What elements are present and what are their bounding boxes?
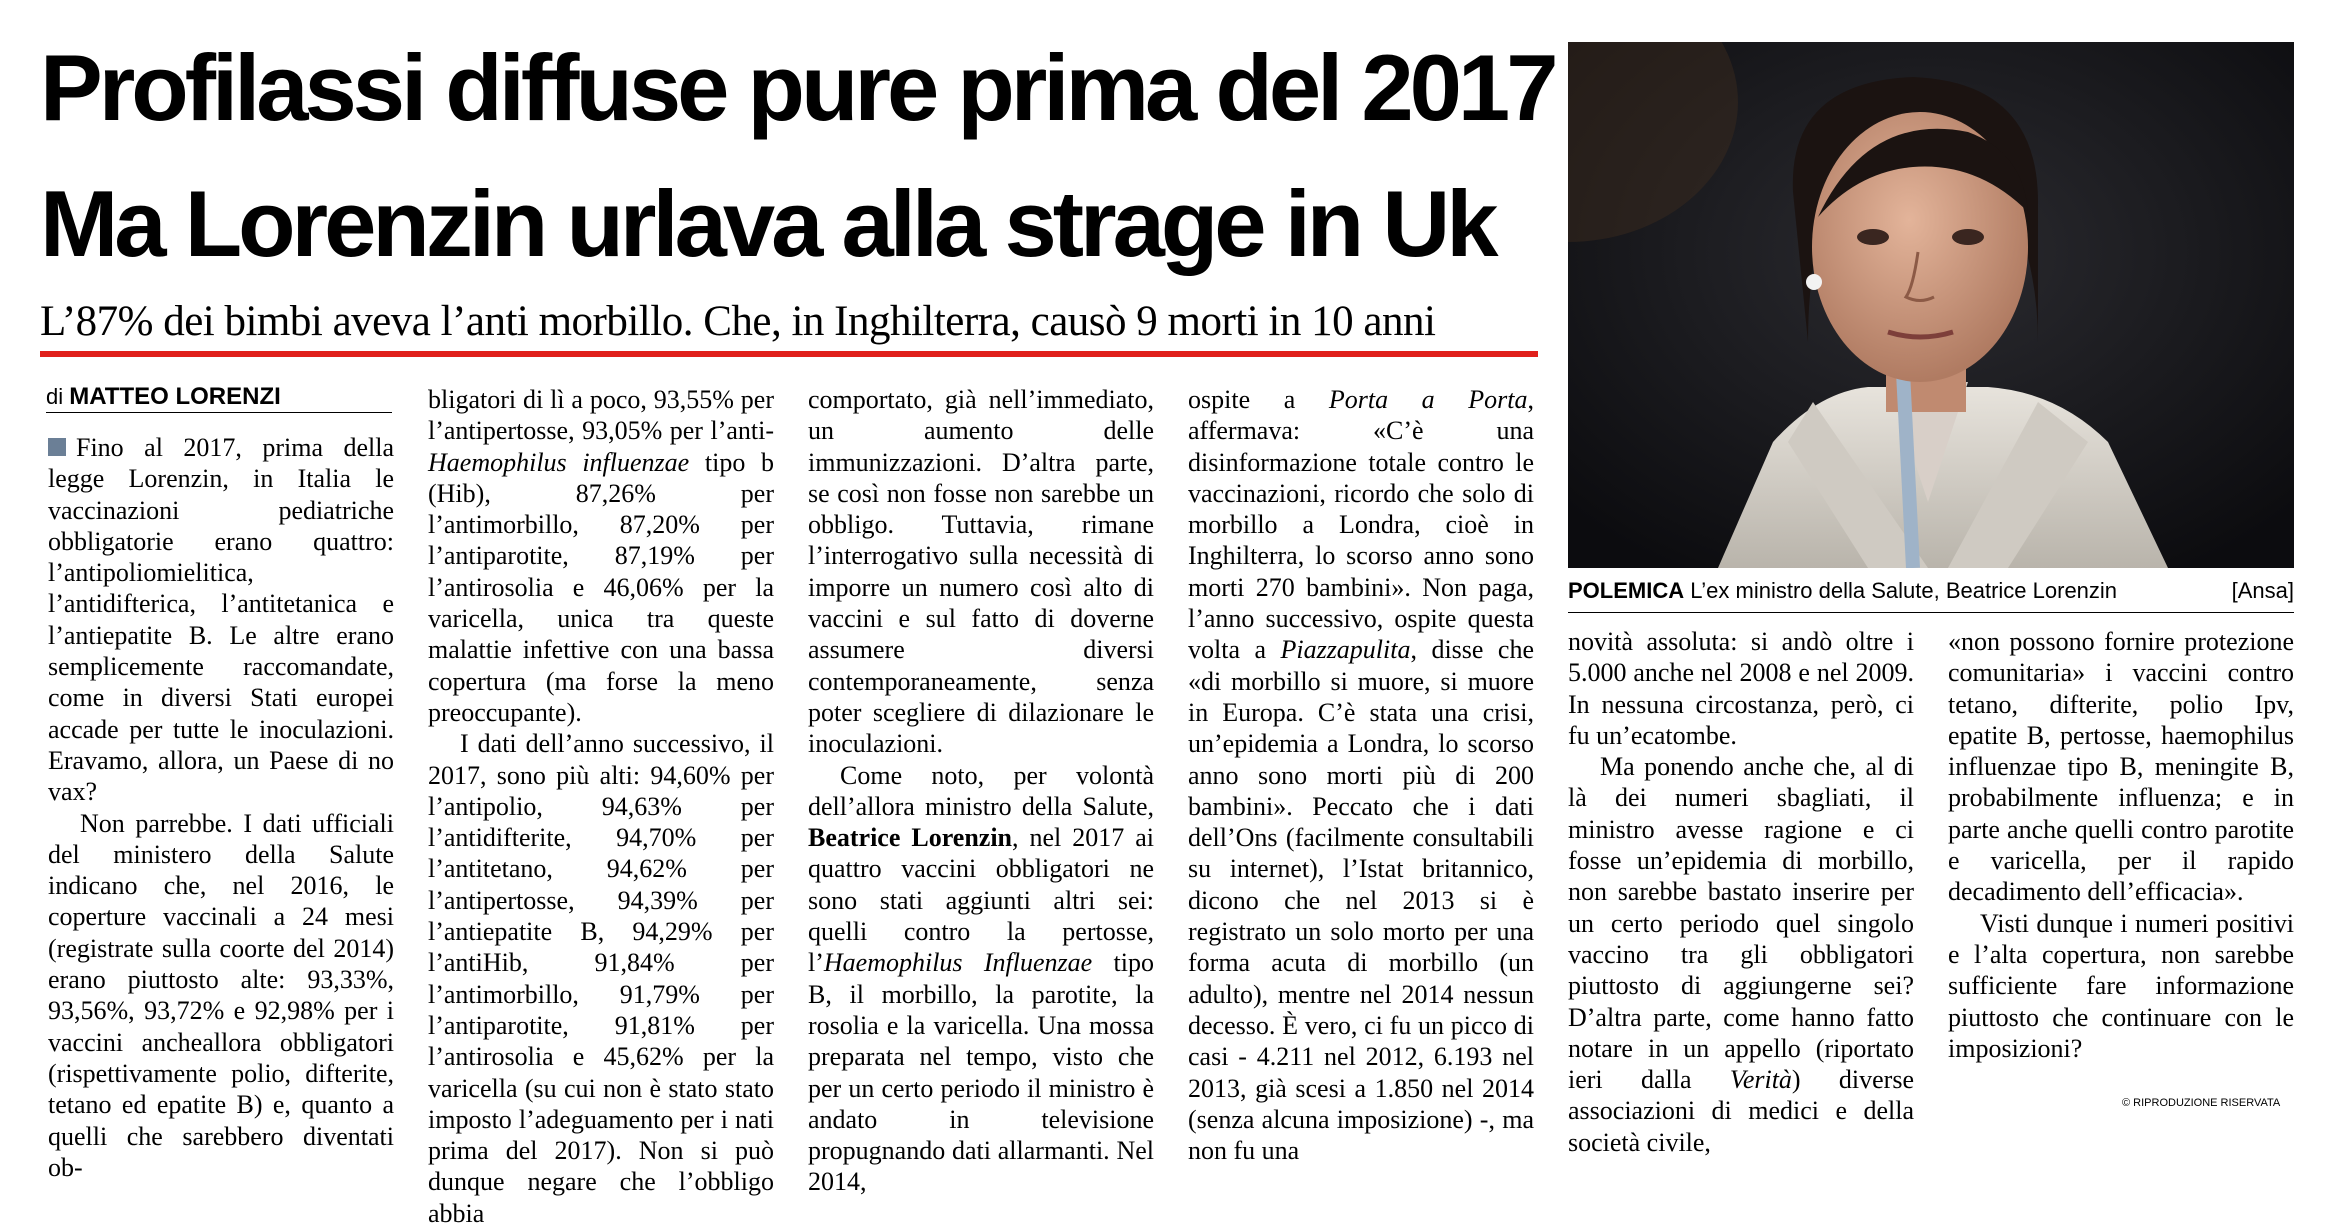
article-column-1 bbox=[48, 432, 394, 1183]
text-run: ) diverse associazioni di medici e della società civile, bbox=[1568, 1065, 1914, 1157]
paragraph: «non possono fornire protezione comunitaria» i vaccini contro tetano, difterite, polio Ipv, epatite B, pertosse, haemophilus influenzae tipo B, meningite B, probabilmente influenza; e in parte anche quelli contro parotite e varicella, per il rapido decadimento dell’efficacia». bbox=[1948, 627, 2294, 907]
photo-credit: [Ansa] bbox=[2231, 578, 2294, 603]
text-run: , disse che «di morbillo si muore, si muore in Europa. C’è stata una crisi, un’epidemia a Londra, lo scorso anno sono morti più di 200 bambini». Peccato che i dati dell’Ons (facilmente consultabili su internet), l’Istat britannico, dicono che nel 2013 si è registrato un solo morto per una forma acuta di morbillo (un adulto), mentre nel 2014 nessun decesso. È vero, ci fu un picco di casi - 4.211 nel 2012, 6.193 nel 2013, già scesi a 1.850 nel 2014 (senza alcuna imposizione) -, ma non fu una bbox=[1188, 635, 1534, 1166]
article-column-6 bbox=[1948, 626, 2294, 1064]
text-run: bligatori di lì a poco, 93,55% per l’antipertosse, 93,05% per l’anti- bbox=[428, 385, 774, 446]
headline-line-2: Ma Lorenzin urlava alla strage in Uk bbox=[40, 171, 1495, 276]
text-run: tipo B, il morbillo, la parotite, la rosolia e la varicella. Una mossa preparata nel tempo, visto che per un certo periodo il ministro è andato in televisione propugnando dati allarmanti. Nel 2014, bbox=[808, 948, 1154, 1197]
portrait-icon bbox=[1568, 42, 2294, 568]
article-column-5 bbox=[1568, 626, 1914, 1158]
text-run: tipo b (Hib), 87,26% per l’antimorbillo, 87,20% per l’antiparotite, 87,19% per l’antirosolia e 46,06% per la varicella, unica tra queste malattie infettive con una bassa copertura (ma forse la meno preoccupante). bbox=[428, 447, 774, 727]
paragraph: Non parrebbe. I dati ufficiali del ministero della Salute indicano che, nel 2016, le coperture vaccinali a 24 mesi (registrate sulla coorte del 2014) erano piuttosto alte: 93,33%, 93,56%, 93,72% e 92,98% per i vaccini ancheallora obbligatori (rispettivamente polio, difterite, tetano ed epatite B) e, quanto a quelli che sarebbero diventati ob- bbox=[48, 808, 394, 1182]
paragraph: novità assoluta: si andò oltre i 5.000 anche nel 2008 e nel 2009. In nessuna circostanza, però, ci fu un’ecatombe. bbox=[1568, 627, 1914, 750]
article-column-3 bbox=[808, 384, 1154, 1198]
caption-text: L’ex ministro della Salute, Beatrice Lorenzin bbox=[1690, 578, 2118, 603]
text-run: ospite a bbox=[1188, 385, 1329, 414]
headline-line-1: Profilassi diffuse pure prima del 2017 bbox=[40, 35, 1555, 140]
italic-show-name: Porta a Porta bbox=[1328, 385, 1528, 414]
paragraph bbox=[428, 384, 774, 728]
paragraph: comportato, già nell’immediato, un aumento delle immunizzazioni. D’altra parte, se così non fosse non sarebbe un obbligo. Tuttavia, rimane l’interrogativo sulla necessità di imporre un numero così alto di vaccini e sul fatto di doverne assumere diversi contemporaneamente, senza poter scegliere di dilazionare le inoculazioni. bbox=[808, 385, 1154, 759]
italic-term: Haemophilus influenzae bbox=[428, 447, 690, 477]
paragraph: I dati dell’anno successivo, il 2017, sono più alti: 94,60% per l’antipolio, 94,63% per l’antidifterite, 94,70% per l’antitetano, 94,62% per l’antipertosse, 94,39% per l’antiepatite B, 94,29% per l’antiHib, 91,84% per l’antimorbillo, 91,79% per l’antiparotite, 91,81% per l’antirosolia e 45,62% per la varicella (su cui non è stato stato imposto l’adeguamento per i nati prima del 2017). Non si può dunque negare che l’obbligo abbia bbox=[428, 729, 774, 1228]
byline-prefix: di bbox=[46, 384, 64, 409]
portrait-photo bbox=[1568, 42, 2294, 568]
paragraph bbox=[808, 760, 1154, 1198]
text-run: Ma ponendo anche che, al di là dei numeri sbagliati, il ministro avesse ragione e ci fosse un’epidemia di morbillo, non sarebbe bastato inserire per un certo periodo quel singolo vaccino tra gli obbligatori piuttosto di aggiungerne sei? D’altra parte, come hanno fatto notare in un appello (riportato ieri dalla bbox=[1568, 752, 1914, 1095]
photo-caption bbox=[1568, 576, 2294, 606]
bold-name: Beatrice Lorenzin bbox=[808, 823, 1013, 853]
square-bullet-icon bbox=[48, 438, 66, 456]
article-column-2 bbox=[428, 384, 774, 1229]
paragraph-text: Fino al 2017, prima della legge Lorenzin, in Italia le vaccinazioni pediatriche obbligatorie erano quattro: l’antipoliomielitica, l’antidifterica, l’antitetanica e l’antiepatite B. Le altre erano semplicemente raccomandate, come in diversi Stati europei accade per tutte le inoculazioni. Eravamo, allora, un Paese di no vax? bbox=[48, 433, 394, 807]
accent-rule bbox=[40, 351, 1538, 357]
paragraph bbox=[1568, 751, 1914, 1158]
text-run: , nel 2017 ai quattro vaccini obbligatori ne sono stati aggiunti altri sei: quelli contro la pertosse, l’ bbox=[808, 823, 1154, 978]
italic-term: Verità bbox=[1729, 1065, 1792, 1095]
copyright-notice: © RIPRODUZIONE RISERVATA bbox=[2122, 1097, 2281, 1109]
byline-author: MATTEO LORENZI bbox=[69, 383, 281, 410]
italic-term: Haemophilus Influenzae bbox=[823, 948, 1093, 978]
article-column-4 bbox=[1188, 384, 1534, 1166]
caption-rule bbox=[1568, 612, 2294, 613]
italic-show-name: Piazzapulita bbox=[1280, 635, 1411, 665]
text-run: Come noto, per volontà dell’allora ministro della Salute, bbox=[808, 760, 1154, 821]
paragraph: Visti dunque i numeri positivi e l’alta copertura, non sarebbe sufficiente fare informazione piuttosto che continuare con le imposizioni? bbox=[1948, 908, 2294, 1063]
caption-tag: POLEMICA bbox=[1568, 578, 1685, 603]
paragraph bbox=[1188, 384, 1534, 1166]
text-run: , affermava: «C’è una disinformazione totale contro le vaccinazioni, ricordo che solo di morbillo a Londra, cioè in Inghilterra, lo scorso anno sono morti 270 bambini». Non paga, l’anno successivo, ospite questa volta a bbox=[1188, 385, 1534, 665]
byline-rule bbox=[46, 412, 392, 413]
paragraph bbox=[48, 432, 394, 808]
subtitle: L’87% dei bimbi aveva l’anti morbillo. Che, in Inghilterra, causò 9 morti in 10 anni bbox=[40, 298, 1436, 345]
byline bbox=[46, 383, 281, 411]
